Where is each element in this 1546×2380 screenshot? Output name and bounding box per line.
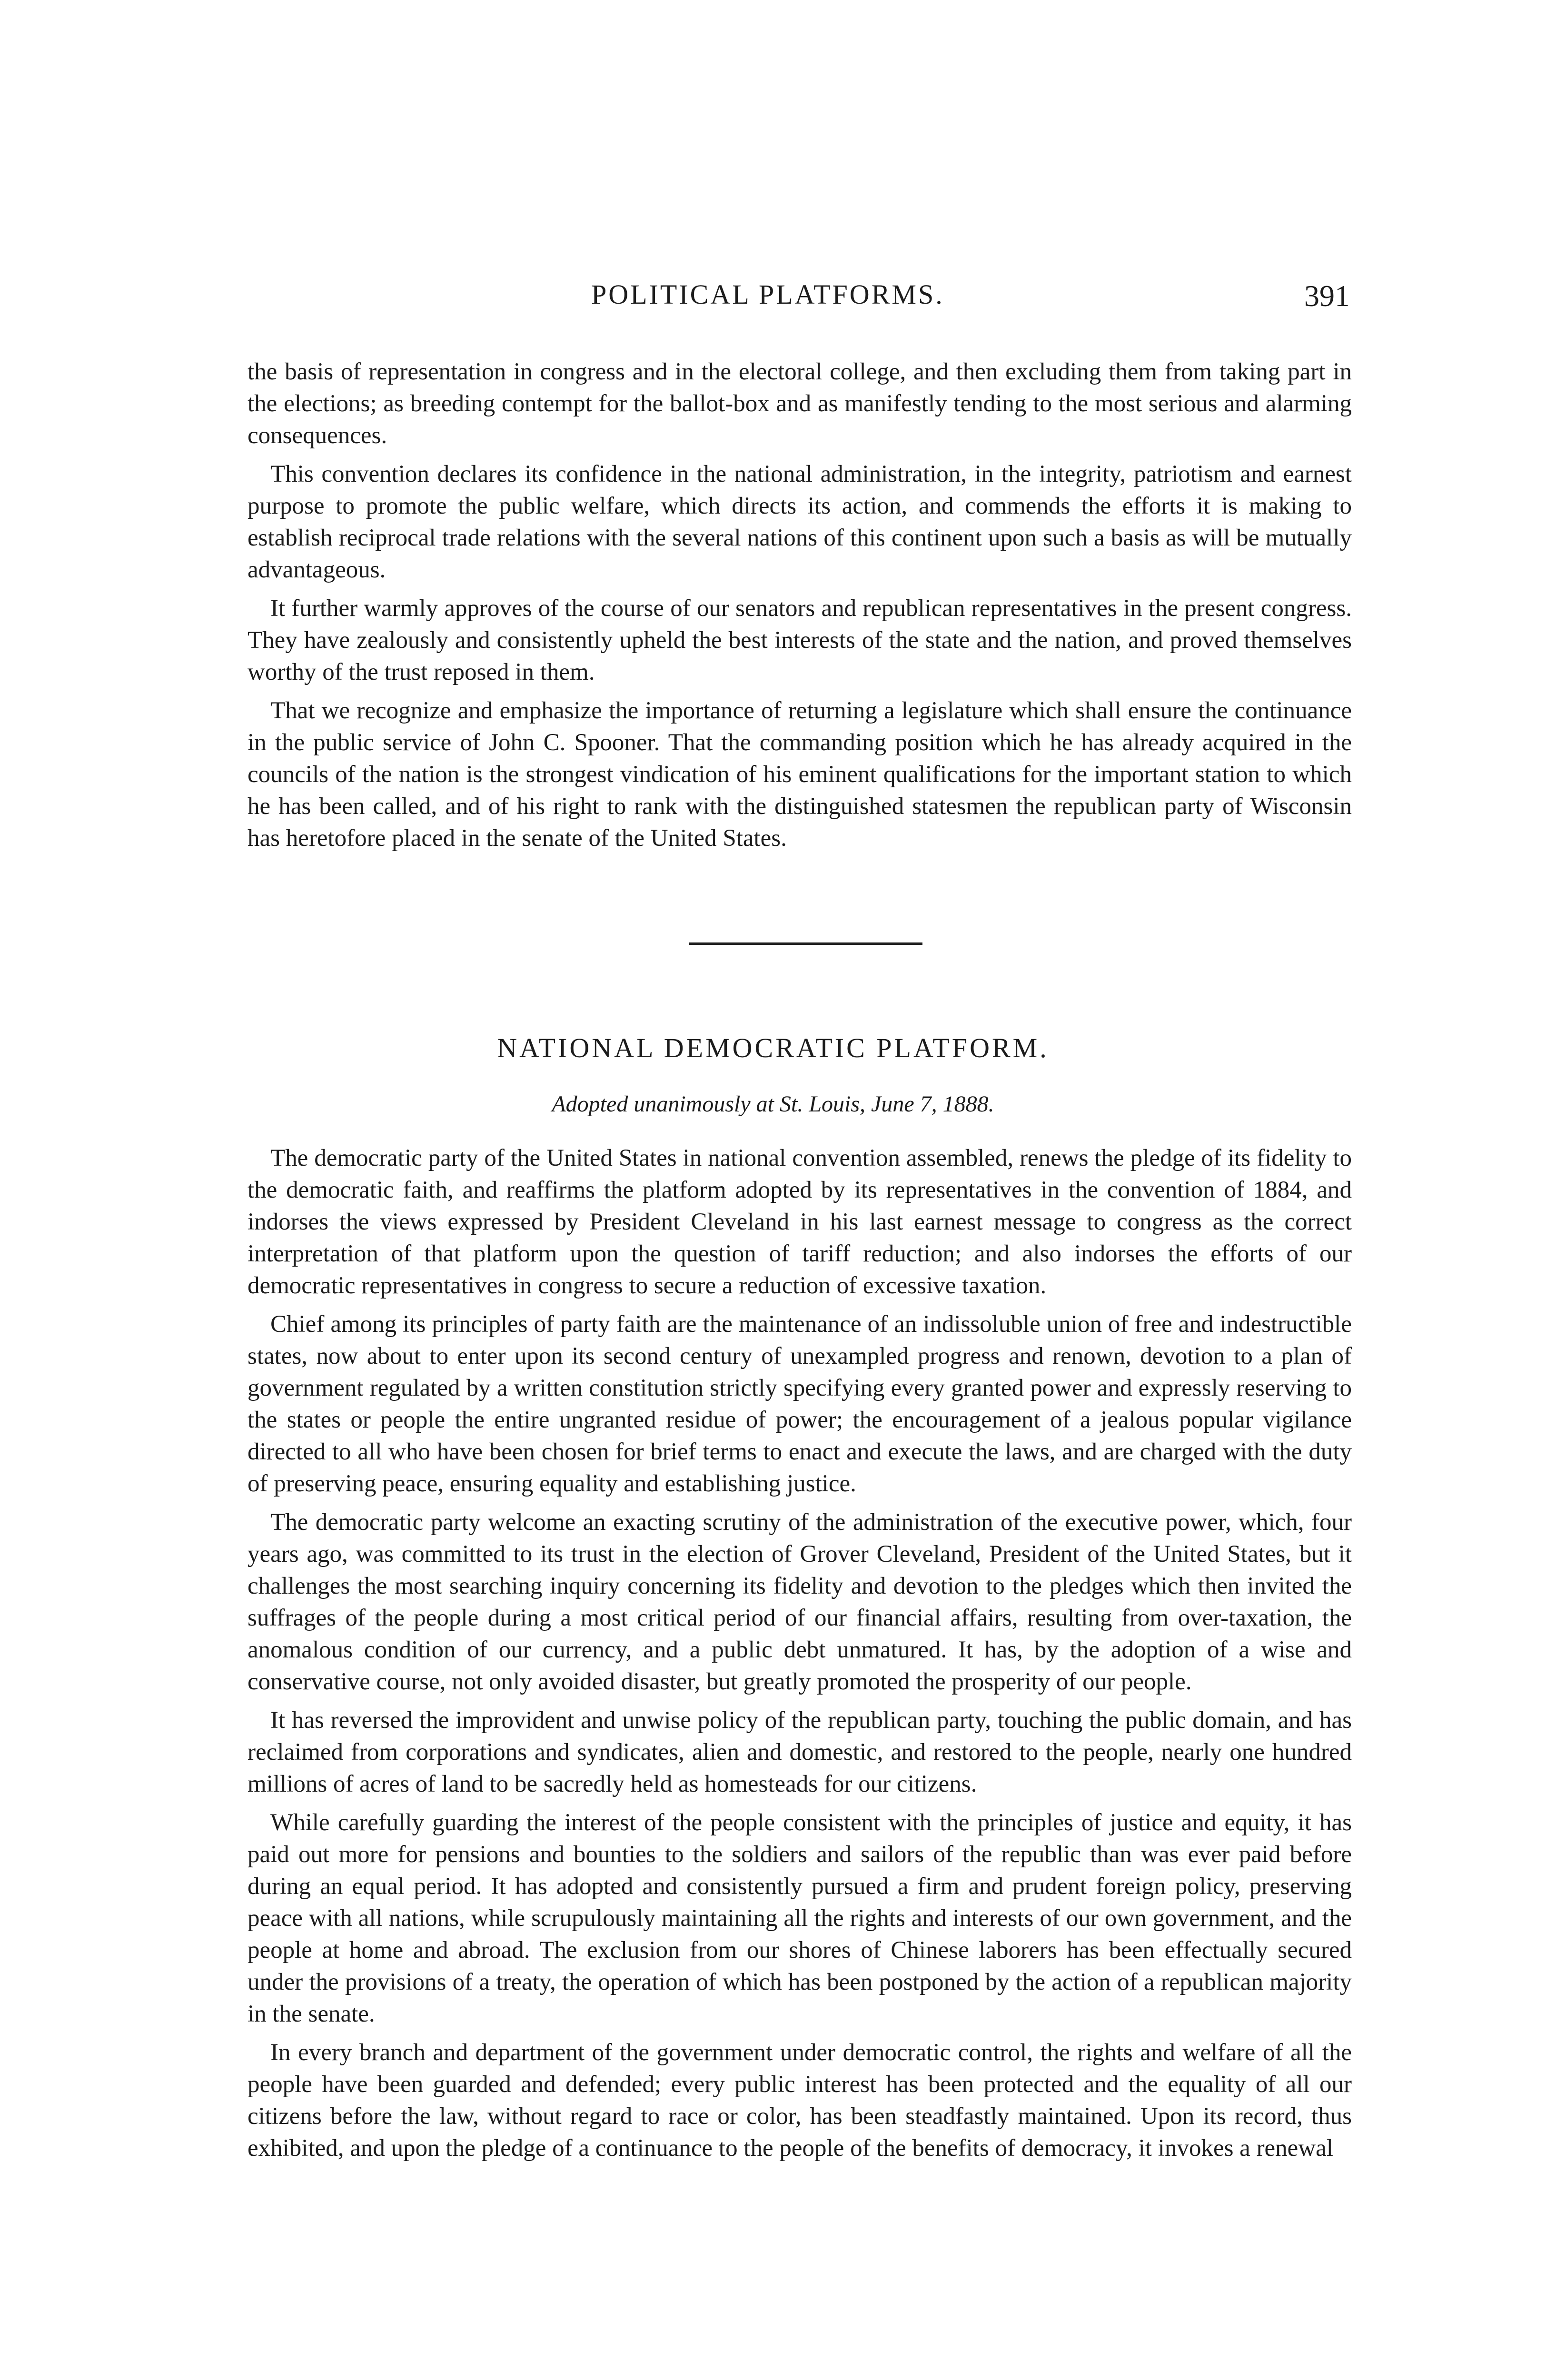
democratic-platform-text <box>248 1142 1352 2171</box>
section-divider <box>689 942 922 945</box>
paragraph: That we recognize and emphasize the importance of returning a legislature which shall ensure the continuance in the public service of John C. Spooner. That the commanding position which he has already acquired in the councils of the nation is the strongest vindication of his eminent qualifications for the important station to which he has been called, and of his right to rank with the distinguished statesmen the republican party of Wisconsin has heretofore placed in the senate of the United States. <box>248 697 1352 852</box>
running-head <box>0 278 1546 317</box>
paragraph: It further warmly approves of the course of our senators and republican representatives in the present congress. They have zealously and consistently upheld the best interests of the state and the nation, and proved themselves worthy of the trust reposed in them. <box>248 595 1352 685</box>
page-number: 391 <box>1304 279 1350 313</box>
paragraph: It has reversed the improvident and unwise policy of the republican party, touching the public domain, and has reclaimed from corporations and syndicates, alien and domestic, and restored to the people, nearly one hundred millions of acres of land to be sacredly held as homesteads for our citizens. <box>248 1707 1352 1797</box>
paragraph: This convention declares its confidence in the national administration, in the integrity, patriotism and earnest purpose to promote the public welfare, which directs its action, and commends the efforts it is making to establish reciprocal trade relations with the several nations of this continent upon such a basis as will be mutually advantageous. <box>248 461 1352 583</box>
section-subheading: Adopted unanimously at St. Louis, June 7, 1888. <box>552 1091 994 1117</box>
paragraph: In every branch and department of the government under democratic control, the rights and welfare of all the people have been guarded and defended; every public interest has been protected and the equality of all our citizens before the law, without regard to race or color, has been steadfastly maintained. Upon its record, thus exhibited, and upon the pledge of a continuance to the people of the benefits of democracy, it invokes a renewal <box>248 2039 1352 2162</box>
paragraph: While carefully guarding the interest of the people consistent with the principles of justice and equity, it has paid out more for pensions and bounties to the soldiers and sailors of the republic than was ever paid before during an equal period. It has adopted and consistently pursued a firm and prudent foreign policy, preserving peace with all nations, while scrupulously maintaining all the rights and interests of our own government, and the people at home and abroad. The exclusion from our shores of Chinese laborers has been effectually secured under the provisions of a treaty, the operation of which has been postponed by the action of a republican majority in the senate. <box>248 1809 1352 2027</box>
paragraph: The democratic party welcome an exacting scrutiny of the administration of the executive power, which, four years ago, was committed to its trust in the election of Grover Cleveland, President of the United States, but it challenges the most searching inquiry concerning its fidelity and devotion to the pledges which then invited the suffrages of the people during a most critical period of our financial affairs, resulting from over-taxation, the anomalous condition of our currency, and a public debt unmatured. It has, by the adoption of a wise and conservative course, not only avoided disaster, but greatly promoted the prosperity of our people. <box>248 1509 1352 1695</box>
paragraph: the basis of representation in congress and in the electoral college, and then excluding them from taking part in the elections; as breeding contempt for the ballot-box and as manifestly tending to the most serious and alarming consequences. <box>248 358 1352 449</box>
section-heading: NATIONAL DEMOCRATIC PLATFORM. <box>497 1032 1049 1063</box>
paragraph: The democratic party of the United States in national convention assembled, renews the pledge of its fidelity to the democratic faith, and reaffirms the platform adopted by its representatives in the convention of 1884, and indorses the views expressed by President Cleveland in his last earnest message to congress as the correct interpretation of that platform upon the question of tariff reduction; and also indorses the efforts of our democratic representatives in congress to secure a reduction of excessive taxation. <box>248 1145 1352 1299</box>
paragraph: Chief among its principles of party faith are the maintenance of an indissoluble union of free and indestructible states, now about to enter upon its second century of unexampled progress and renown, devotion to a plan of government regulated by a written constitution strictly specifying every granted power and expressly reserving to the states or people the entire ungranted residue of power; the encouragement of a jealous popular vigilance directed to all who have been chosen for brief terms to enact and execute the laws, and are charged with the duty of preserving peace, ensuring equality and establishing justice. <box>248 1311 1352 1497</box>
running-title: POLITICAL PLATFORMS. <box>591 279 944 310</box>
wisconsin-platform-continuation <box>248 356 1352 861</box>
